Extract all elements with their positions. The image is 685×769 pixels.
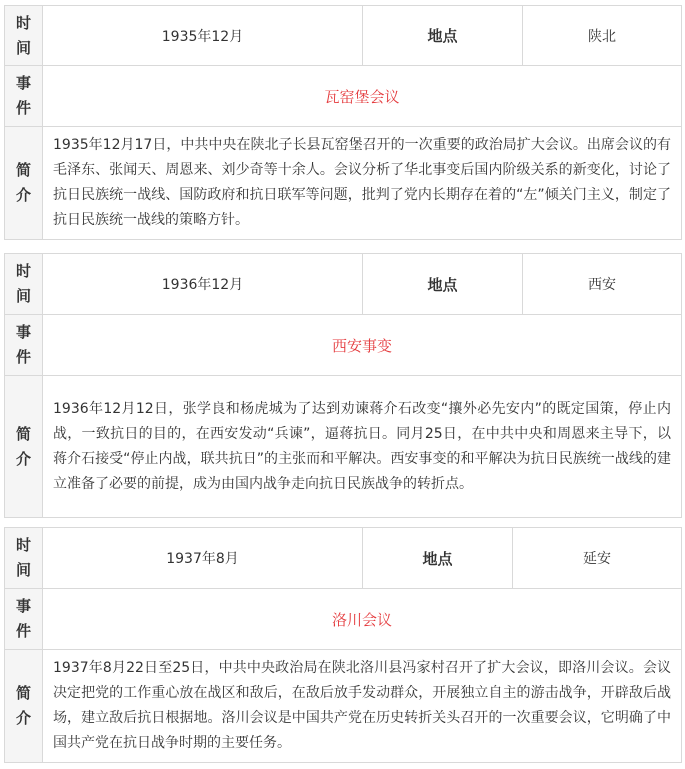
time-row <box>5 528 682 589</box>
summary-row <box>5 376 682 518</box>
event-row <box>5 66 682 127</box>
event-location: 陕北 <box>523 6 682 66</box>
event-summary: 1937年8月22日至25日，中共中央政治局在陕北洛川县冯家村召开了扩大会议，即洛川会议。会议决定把党的工作重心放在战区和敌后，在敌后放手发动群众，开展独立自主的游击战争，开辟敌后战场，建立敌后抗日根据地。洛川会议是中国共产党在历史转折关头召开的一次重要会议，它明确了中国共产党在抗日战争时期的主要任务。 <box>43 650 682 763</box>
event-summary: 1936年12月12日，张学良和杨虎城为了达到劝谏蒋介石改变“攘外必先安内”的既定国策，停止内战，一致抗日的目的，在西安发动“兵谏”，逼蒋抗日。同月25日，在中共中央和周恩来主导下，以蒋介石接受“停止内战，联共抗日”的主张而和平解决。西安事变的和平解决为抗日民族统一战线的建立准备了必要的前提，成为由国内战争走向抗日民族战争的转折点。 <box>43 376 682 518</box>
event-date: 1937年8月 <box>43 528 363 589</box>
time-label: 时 间 <box>5 528 43 589</box>
place-label: 地点 <box>363 528 513 589</box>
event-table-2 <box>4 253 682 518</box>
event-name-link[interactable]: 洛川会议 <box>43 589 682 650</box>
summary-label: 简 介 <box>5 650 43 763</box>
event-date: 1935年12月 <box>43 6 363 66</box>
event-table-3 <box>4 527 682 763</box>
event-table-1 <box>4 5 682 240</box>
time-label: 时 间 <box>5 254 43 315</box>
place-label: 地点 <box>363 6 523 66</box>
summary-label: 简 介 <box>5 127 43 240</box>
event-label: 事 件 <box>5 66 43 127</box>
summary-row <box>5 127 682 240</box>
event-summary: 1935年12月17日，中共中央在陕北子长县瓦窑堡召开的一次重要的政治局扩大会议。出席会议的有毛泽东、张闻天、周恩来、刘少奇等十余人。会议分析了华北事变后国内阶级关系的新变化，讨论了抗日民族统一战线、国防政府和抗日联军等问题，批判了党内长期存在着的“左”倾关门主义，制定了抗日民族统一战线的策略方针。 <box>43 127 682 240</box>
event-label: 事 件 <box>5 589 43 650</box>
summary-label: 简 介 <box>5 376 43 518</box>
time-label: 时 间 <box>5 6 43 66</box>
event-label: 事 件 <box>5 315 43 376</box>
event-name-link[interactable]: 西安事变 <box>43 315 682 376</box>
event-date: 1936年12月 <box>43 254 363 315</box>
time-row <box>5 254 682 315</box>
event-row <box>5 315 682 376</box>
event-row <box>5 589 682 650</box>
time-row <box>5 6 682 66</box>
summary-row <box>5 650 682 763</box>
event-name-link[interactable]: 瓦窑堡会议 <box>43 66 682 127</box>
event-location: 西安 <box>523 254 682 315</box>
event-location: 延安 <box>513 528 682 589</box>
place-label: 地点 <box>363 254 523 315</box>
